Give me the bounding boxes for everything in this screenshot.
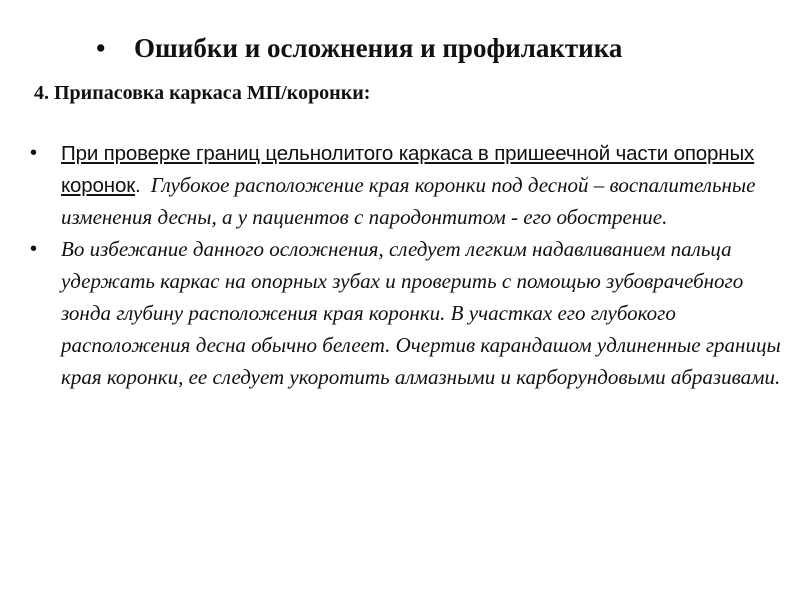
paragraph [61,234,782,394]
italic-text: Глубокое расположение края коронки под десной – воспалительные изменения десны, а у пациентов с пародонтитом - его обострение. [61,173,756,229]
italic-text: Во избежание данного осложнения, следует легким надавливанием пальца удержать каркас на опорных зубах и проверить с помощью зубоврачебного зонда глубину расположения края коронки. В участках его глубокого расположения десна обычно белеет. Очертив карандашом удлиненные границы края коронки, ее следует укоротить алмазными и карборундовыми абразивами. [61,237,781,389]
separator: . [135,174,141,197]
bullet-marker: • [30,142,38,164]
paragraph [61,138,782,234]
bullet-list [30,138,782,394]
list-item [30,138,782,234]
title-text: Ошибки и осложнения и профилактика [134,33,623,63]
underlined-text: При проверке границ цельнолитого каркаса в пришеечной части опорных коронок [61,142,755,197]
subtitle: 4. Припасовка каркаса МП/коронки: [34,82,371,104]
bullet-marker: • [30,238,38,260]
list-item [30,234,782,394]
title-bullet: • [96,33,106,63]
slide-title [96,28,756,68]
